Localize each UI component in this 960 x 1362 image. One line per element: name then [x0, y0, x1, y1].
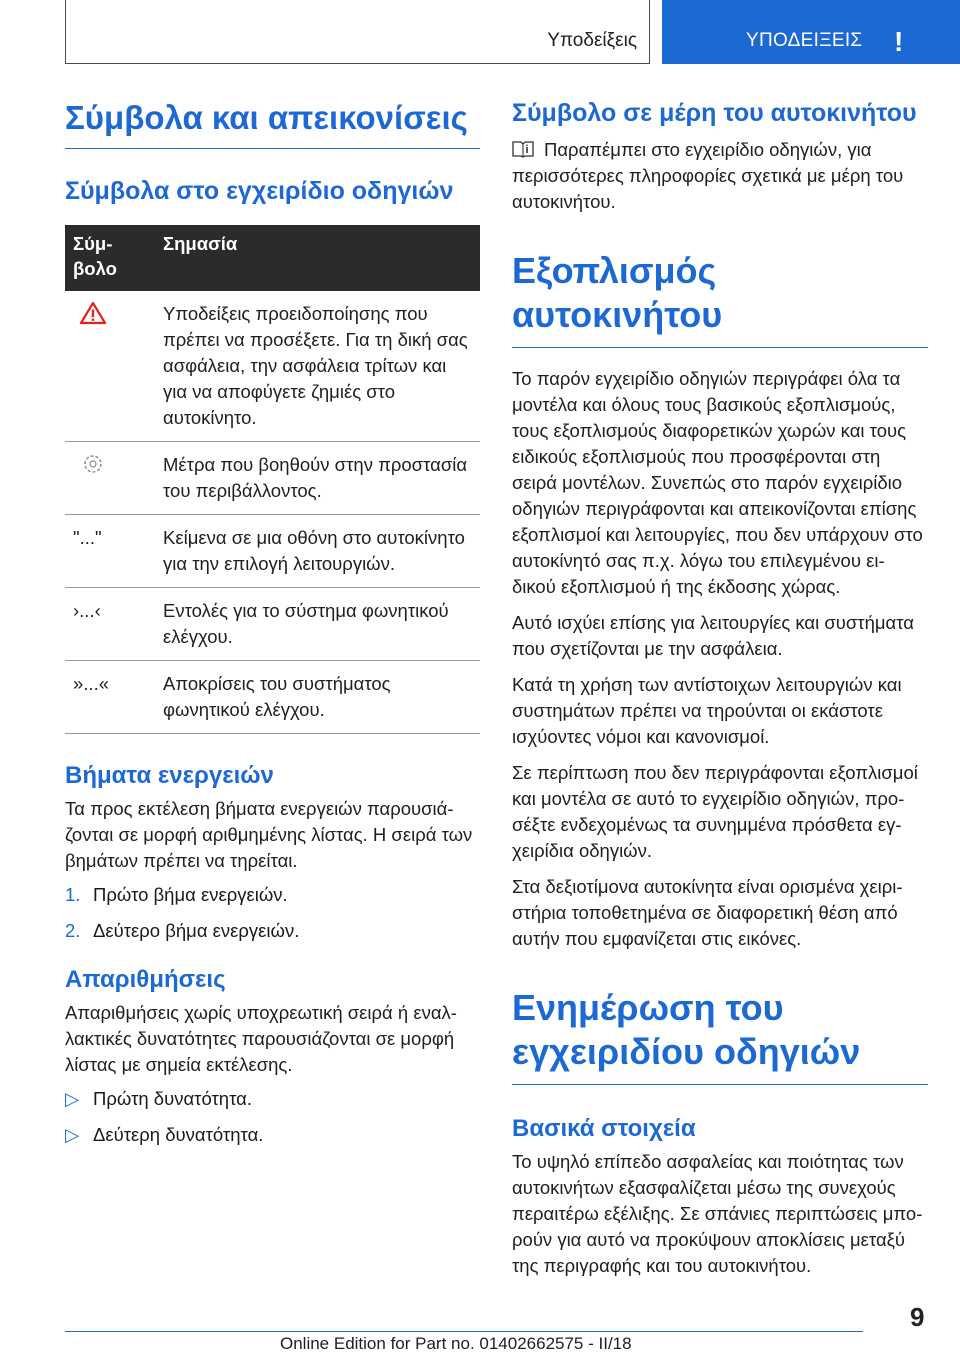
list-item-text: Δεύτερη δυνατότητα. [93, 1124, 264, 1145]
list-item-text: Πρώτο βήμα ενεργειών. [93, 884, 288, 905]
header-section-label: Υποδείξεις [547, 30, 637, 51]
basics-heading: Βασικά στοιχεία [512, 1115, 696, 1142]
parts-paragraph [512, 137, 928, 215]
table-cell-meaning: Αποκρίσεις του συστήματος φωνητικού ελέγχου. [155, 661, 480, 734]
bullet-triangle-icon: ▷ [65, 1124, 80, 1145]
table-row [65, 291, 480, 442]
right-column [512, 98, 928, 1279]
footer-edition [280, 1334, 632, 1354]
table-cell-symbol [65, 442, 155, 515]
list-item [65, 1086, 480, 1112]
list-item [65, 1122, 480, 1148]
table-cell-symbol [65, 291, 155, 442]
table-row [65, 588, 480, 661]
equipment-paragraph-4: Σε περίπτωση που δεν περιγράφονται εξοπλισμοί και μοντέλα σε αυτό το εγχειρίδιο οδηγιών, προ-σέξτε ενδεχομένως τα συνημμένα πρόσθετα εγ-χειρίδια οδηγιών. [512, 762, 918, 861]
enum-list [65, 1086, 480, 1148]
table-cell-meaning: Υποδείξεις προειδοποίησης που πρέπει να προσέξετε. Για τη δική σας ασφάλεια, την ασφάλεια τρίτων και για να αποφύγετε ζημιές στο αυτοκίνητο. [155, 291, 480, 442]
equipment-title: Εξοπλισμός αυτοκινήτου [512, 249, 928, 348]
table-row [65, 515, 480, 588]
header-section-box [65, 0, 650, 64]
basics-text: Το υψηλό επίπεδο ασφαλείας και ποιότητας των αυτοκινήτων εξασφαλίζεται μέσω της συνεχούς περαιτέρω εξέλιξης. Σε σπάνιες περιπτώσεις μπο-ρούν για αυτό να προκύψουν αποκλίσεις μεταξύ της περιγραφής και του αυτοκινήτου. [512, 1151, 923, 1276]
table-header-meaning: Σημασία [155, 225, 480, 291]
table-cell-symbol: "..." [65, 515, 155, 588]
equipment-paragraph-2: Αυτό ισχύει επίσης για λειτουργίες και συστήματα που σχετίζονται με την ασφάλεια. [512, 612, 914, 659]
parts-text: Παραπέμπει στο εγχειρίδιο οδηγιών, για περισσότερες πληροφορίες σχετικά με μέρη του αυτοκινήτου. [512, 139, 904, 212]
table-header-symbol: Σύμ- βολο [65, 225, 155, 291]
symbols-table [65, 225, 480, 734]
table-cell-meaning: Μέτρα που βοηθούν στην προστασία του περιβάλλοντος. [155, 442, 480, 515]
steps-heading: Βήματα ενεργειών [65, 762, 274, 789]
equipment-paragraph-3: Κατά τη χρήση των αντίστοιχων λειτουργιών και συστημάτων πρέπει να τηρούνται οι εκάστοτε ισχύοντες νόμοι και κανονισμοί. [512, 674, 902, 747]
warning-triangle-icon [79, 301, 107, 325]
list-item-number: 2. [65, 920, 81, 941]
bullet-triangle-icon: ▷ [65, 1088, 80, 1109]
symbols-heading: Σύμβολα στο εγχειρίδιο οδηγιών [65, 177, 454, 205]
enum-text: Απαριθμήσεις χωρίς υποχρεωτική σειρά ή εναλ-λακτικές δυνατότητες παρουσιάζονται σε μορφή λίστας με σημεία εκτέλεσης. [65, 1002, 457, 1075]
list-item-text: Πρώτη δυνατότητα. [93, 1088, 252, 1109]
table-cell-meaning: Κείμενα σε μια οθόνη στο αυτοκίνητο για την επιλογή λειτουργιών. [155, 515, 480, 588]
header-chapter-label: ΥΠΟΔΕΙΞΕΙΣ [746, 30, 863, 51]
table-header-row [65, 225, 480, 291]
parts-heading: Σύμβολο σε μέρη του αυτοκινήτου [512, 99, 917, 127]
equipment-paragraph-5: Στα δεξιοτίμονα αυτοκίνητα είναι ορισμένα χειρι-στήρια τοποθετημένα σε διαφορετική θέση από αυτήν που εμφανίζεται στις εικόνες. [512, 876, 903, 949]
environment-leaf-icon [79, 452, 107, 476]
steps-list [65, 882, 480, 944]
equipment-paragraph-1: Το παρόν εγχειρίδιο οδηγιών περιγράφει όλα τα μοντέλα και όλους τους βασικούς εξοπλισμούς, τους εξοπλισμούς διαφορετικών χωρών και τους ειδικούς εξοπλισμούς που προσφέρονται στη σειρά μοντέλων. Συνεπώς στο παρόν εγχειρίδιο οδηγιών περιγράφονται και απεικονίζονται επίσης εξοπλισμοί και λειτουργίες, που δεν υπάρχουν στο αυτοκίνητό σας π.χ. λόγω του επιλεγμένου ει-δικού εξοπλισμού ή της έκδοσης χώρας. [512, 368, 923, 597]
table-cell-symbol: »...« [65, 661, 155, 734]
steps-text: Τα προς εκτέλεση βήματα ενεργειών παρουσιά-ζονται σε μορφή αριθμημένης λίστας. Η σειρά των βημάτων πρέπει να τηρείται. [65, 798, 473, 871]
header-chapter-box [662, 0, 960, 64]
table-cell-symbol: ›...‹ [65, 588, 155, 661]
exclamation-icon: ! [894, 26, 904, 57]
footer-edition-text: Online Edition for Part no. 01402662575 - II/18 [280, 1334, 632, 1353]
list-item [65, 882, 480, 908]
left-column [65, 98, 480, 1158]
book-icon [512, 140, 534, 158]
page-number: 9 [910, 1302, 925, 1332]
table-row [65, 442, 480, 515]
footer-divider [65, 1331, 863, 1332]
update-title: Ενημέρωση του εγχειριδίου οδηγιών [512, 986, 928, 1085]
symbols-title: Σύμβολα και απεικονίσεις [65, 98, 480, 149]
list-item [65, 918, 480, 944]
table-row [65, 661, 480, 734]
list-item-number: 1. [65, 884, 81, 905]
list-item-text: Δεύτερο βήμα ενεργειών. [93, 920, 300, 941]
enum-heading: Απαριθμήσεις [65, 966, 226, 993]
table-cell-meaning: Εντολές για το σύστημα φωνητικού ελέγχου. [155, 588, 480, 661]
